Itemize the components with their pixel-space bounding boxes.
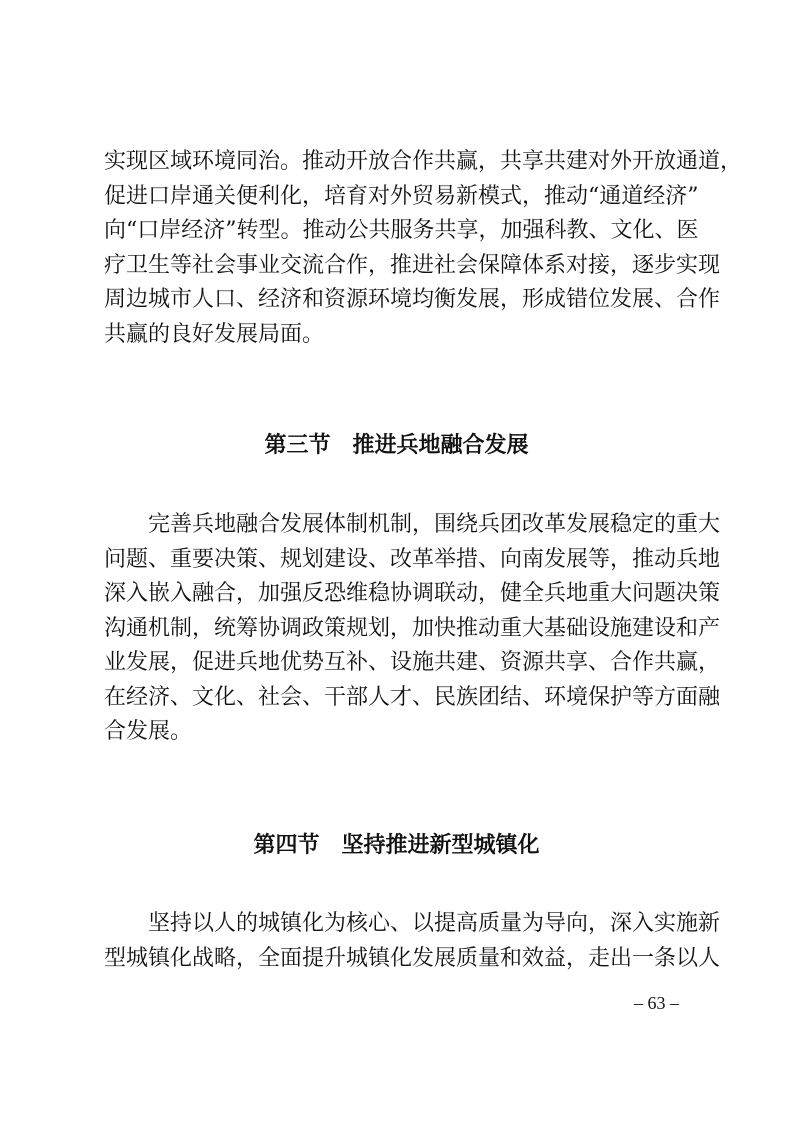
text-line: 沟通机制，统筹协调政策规划，加快推动重大基础设施建设和产	[104, 615, 721, 641]
text-line: 深入嵌入融合，加强反恐维稳协调联动，健全兵地重大问题决策	[104, 581, 721, 606]
text-line: 向“口岸经济”转型。推动公共服务共享，加强科教、文化、医	[104, 218, 699, 243]
page-number: – 63 –	[634, 993, 679, 1013]
text-line: 完善兵地融合发展体制机制，围绕兵团改革发展稳定的重大	[104, 512, 721, 537]
text-line: 疗卫生等社会事业交流合作，推进社会保障体系对接，逐步实现	[104, 252, 721, 278]
text-line: 周边城市人口、经济和资源环境均衡发展，形成错位发展、合作	[104, 287, 721, 312]
paragraph-regional-cooperation	[104, 145, 743, 352]
text-line: 型城镇化战略，全面提升城镇化发展质量和效益，走出一条以人	[104, 945, 721, 971]
text-line: 问题、重要决策、规划建设、改革举措、向南发展等，推动兵地	[104, 546, 721, 572]
text-line: 合发展。	[104, 719, 193, 744]
section-title: 坚持推进新型城镇化	[341, 832, 540, 858]
section-title: 推进兵地融合发展	[352, 432, 529, 458]
text-line: 实现区域环境同治。推动开放合作共赢，共享共建对外开放通道，	[104, 149, 743, 174]
text-line: 在经济、文化、社会、干部人才、民族团结、环境保护等方面融	[104, 684, 721, 710]
section-heading-4	[0, 828, 793, 859]
text-line: 业发展，促进兵地优势互补、设施共建、资源共享、合作共赢，	[104, 650, 721, 675]
section-number: 第三节	[264, 432, 331, 458]
paragraph-bingtuan-integration	[104, 508, 721, 750]
text-line: 共赢的良好发展局面。	[104, 321, 325, 347]
paragraph-new-urbanization	[104, 907, 721, 976]
section-number: 第四节	[253, 832, 320, 858]
section-heading-3	[0, 428, 793, 459]
text-line: 促进口岸通关便利化，培育对外贸易新模式，推动“通道经济”	[104, 183, 699, 209]
text-line: 坚持以人的城镇化为核心、以提高质量为导向，深入实施新	[104, 911, 721, 936]
